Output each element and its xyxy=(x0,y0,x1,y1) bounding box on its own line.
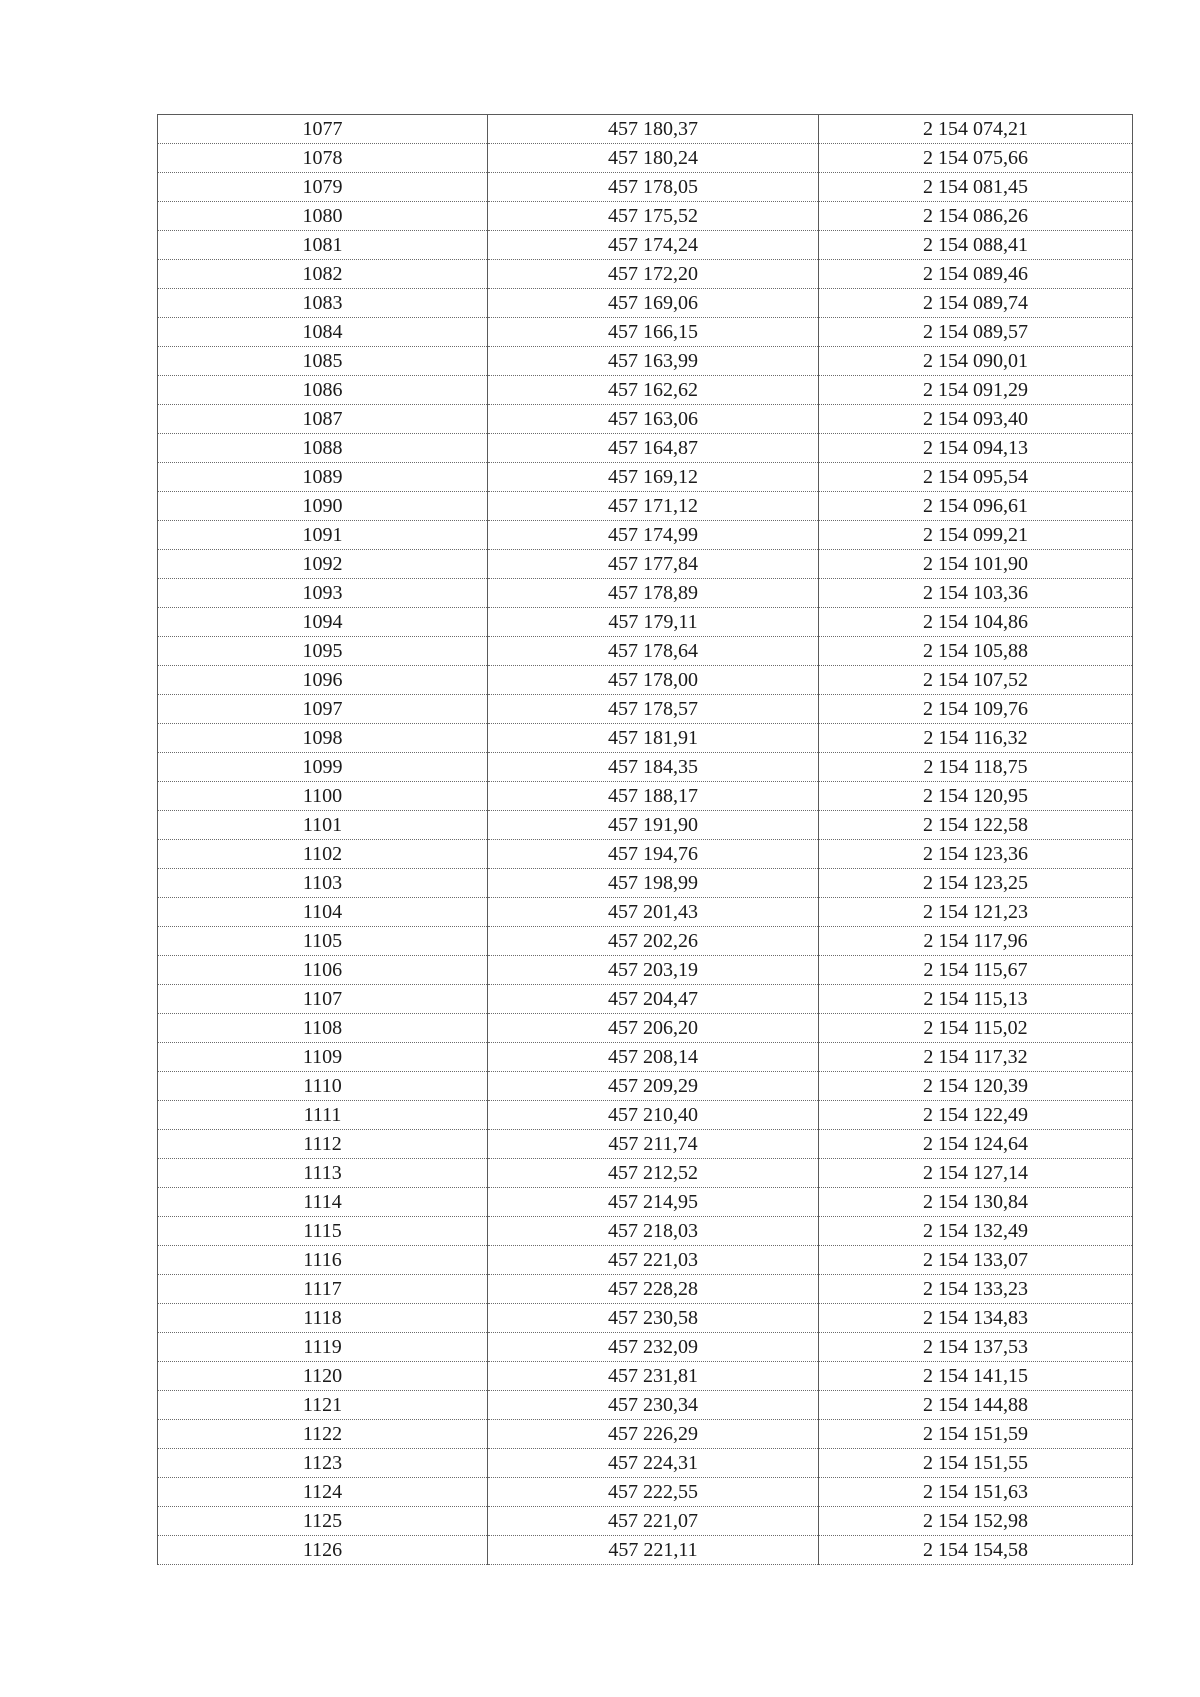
point-number-cell: 1123 xyxy=(158,1449,488,1478)
point-number-cell: 1122 xyxy=(158,1420,488,1449)
y-coordinate-cell: 2 154 115,13 xyxy=(819,985,1133,1014)
table-row xyxy=(158,144,1133,173)
x-coordinate-cell: 457 178,89 xyxy=(488,579,819,608)
y-coordinate-cell: 2 154 120,39 xyxy=(819,1072,1133,1101)
x-coordinate-cell: 457 181,91 xyxy=(488,724,819,753)
table-row xyxy=(158,1507,1133,1536)
x-coordinate-cell: 457 202,26 xyxy=(488,927,819,956)
y-coordinate-cell: 2 154 134,83 xyxy=(819,1304,1133,1333)
x-coordinate-cell: 457 230,34 xyxy=(488,1391,819,1420)
point-number-cell: 1120 xyxy=(158,1362,488,1391)
y-coordinate-cell: 2 154 081,45 xyxy=(819,173,1133,202)
coordinates-table xyxy=(157,114,1133,1565)
x-coordinate-cell: 457 201,43 xyxy=(488,898,819,927)
table-row xyxy=(158,869,1133,898)
y-coordinate-cell: 2 154 089,57 xyxy=(819,318,1133,347)
y-coordinate-cell: 2 154 124,64 xyxy=(819,1130,1133,1159)
table-row xyxy=(158,550,1133,579)
x-coordinate-cell: 457 221,07 xyxy=(488,1507,819,1536)
point-number-cell: 1108 xyxy=(158,1014,488,1043)
point-number-cell: 1080 xyxy=(158,202,488,231)
y-coordinate-cell: 2 154 133,23 xyxy=(819,1275,1133,1304)
point-number-cell: 1110 xyxy=(158,1072,488,1101)
x-coordinate-cell: 457 228,28 xyxy=(488,1275,819,1304)
y-coordinate-cell: 2 154 117,96 xyxy=(819,927,1133,956)
table-row xyxy=(158,1275,1133,1304)
point-number-cell: 1106 xyxy=(158,956,488,985)
y-coordinate-cell: 2 154 091,29 xyxy=(819,376,1133,405)
x-coordinate-cell: 457 164,87 xyxy=(488,434,819,463)
point-number-cell: 1105 xyxy=(158,927,488,956)
table-row xyxy=(158,463,1133,492)
y-coordinate-cell: 2 154 107,52 xyxy=(819,666,1133,695)
point-number-cell: 1118 xyxy=(158,1304,488,1333)
point-number-cell: 1114 xyxy=(158,1188,488,1217)
x-coordinate-cell: 457 214,95 xyxy=(488,1188,819,1217)
table-row xyxy=(158,1217,1133,1246)
table-row xyxy=(158,405,1133,434)
point-number-cell: 1111 xyxy=(158,1101,488,1130)
table-row xyxy=(158,289,1133,318)
x-coordinate-cell: 457 184,35 xyxy=(488,753,819,782)
y-coordinate-cell: 2 154 116,32 xyxy=(819,724,1133,753)
x-coordinate-cell: 457 172,20 xyxy=(488,260,819,289)
point-number-cell: 1121 xyxy=(158,1391,488,1420)
point-number-cell: 1104 xyxy=(158,898,488,927)
point-number-cell: 1119 xyxy=(158,1333,488,1362)
x-coordinate-cell: 457 169,12 xyxy=(488,463,819,492)
y-coordinate-cell: 2 154 123,25 xyxy=(819,869,1133,898)
y-coordinate-cell: 2 154 127,14 xyxy=(819,1159,1133,1188)
y-coordinate-cell: 2 154 141,15 xyxy=(819,1362,1133,1391)
y-coordinate-cell: 2 154 103,36 xyxy=(819,579,1133,608)
y-coordinate-cell: 2 154 086,26 xyxy=(819,202,1133,231)
point-number-cell: 1109 xyxy=(158,1043,488,1072)
point-number-cell: 1100 xyxy=(158,782,488,811)
y-coordinate-cell: 2 154 122,49 xyxy=(819,1101,1133,1130)
point-number-cell: 1117 xyxy=(158,1275,488,1304)
point-number-cell: 1124 xyxy=(158,1478,488,1507)
table-row xyxy=(158,1014,1133,1043)
point-number-cell: 1126 xyxy=(158,1536,488,1565)
y-coordinate-cell: 2 154 123,36 xyxy=(819,840,1133,869)
table-row xyxy=(158,376,1133,405)
table-row xyxy=(158,492,1133,521)
table-row xyxy=(158,173,1133,202)
point-number-cell: 1081 xyxy=(158,231,488,260)
x-coordinate-cell: 457 166,15 xyxy=(488,318,819,347)
x-coordinate-cell: 457 178,57 xyxy=(488,695,819,724)
x-coordinate-cell: 457 218,03 xyxy=(488,1217,819,1246)
table-row xyxy=(158,521,1133,550)
y-coordinate-cell: 2 154 151,63 xyxy=(819,1478,1133,1507)
table-row xyxy=(158,695,1133,724)
point-number-cell: 1077 xyxy=(158,115,488,144)
coordinates-table-body xyxy=(158,115,1133,1565)
table-row xyxy=(158,927,1133,956)
table-row xyxy=(158,1246,1133,1275)
table-row xyxy=(158,1159,1133,1188)
y-coordinate-cell: 2 154 120,95 xyxy=(819,782,1133,811)
x-coordinate-cell: 457 208,14 xyxy=(488,1043,819,1072)
table-row xyxy=(158,579,1133,608)
y-coordinate-cell: 2 154 089,46 xyxy=(819,260,1133,289)
y-coordinate-cell: 2 154 118,75 xyxy=(819,753,1133,782)
x-coordinate-cell: 457 174,24 xyxy=(488,231,819,260)
x-coordinate-cell: 457 211,74 xyxy=(488,1130,819,1159)
y-coordinate-cell: 2 154 109,76 xyxy=(819,695,1133,724)
table-row xyxy=(158,753,1133,782)
point-number-cell: 1090 xyxy=(158,492,488,521)
point-number-cell: 1085 xyxy=(158,347,488,376)
table-row xyxy=(158,1304,1133,1333)
x-coordinate-cell: 457 178,00 xyxy=(488,666,819,695)
y-coordinate-cell: 2 154 094,13 xyxy=(819,434,1133,463)
point-number-cell: 1078 xyxy=(158,144,488,173)
x-coordinate-cell: 457 179,11 xyxy=(488,608,819,637)
table-row xyxy=(158,666,1133,695)
table-row xyxy=(158,1130,1133,1159)
y-coordinate-cell: 2 154 075,66 xyxy=(819,144,1133,173)
x-coordinate-cell: 457 180,24 xyxy=(488,144,819,173)
y-coordinate-cell: 2 154 090,01 xyxy=(819,347,1133,376)
table-row xyxy=(158,1043,1133,1072)
point-number-cell: 1094 xyxy=(158,608,488,637)
x-coordinate-cell: 457 232,09 xyxy=(488,1333,819,1362)
point-number-cell: 1092 xyxy=(158,550,488,579)
x-coordinate-cell: 457 204,47 xyxy=(488,985,819,1014)
x-coordinate-cell: 457 206,20 xyxy=(488,1014,819,1043)
table-row xyxy=(158,811,1133,840)
point-number-cell: 1087 xyxy=(158,405,488,434)
x-coordinate-cell: 457 210,40 xyxy=(488,1101,819,1130)
y-coordinate-cell: 2 154 096,61 xyxy=(819,492,1133,521)
y-coordinate-cell: 2 154 151,59 xyxy=(819,1420,1133,1449)
table-row xyxy=(158,724,1133,753)
y-coordinate-cell: 2 154 117,32 xyxy=(819,1043,1133,1072)
point-number-cell: 1115 xyxy=(158,1217,488,1246)
y-coordinate-cell: 2 154 144,88 xyxy=(819,1391,1133,1420)
y-coordinate-cell: 2 154 074,21 xyxy=(819,115,1133,144)
point-number-cell: 1101 xyxy=(158,811,488,840)
x-coordinate-cell: 457 169,06 xyxy=(488,289,819,318)
x-coordinate-cell: 457 198,99 xyxy=(488,869,819,898)
y-coordinate-cell: 2 154 093,40 xyxy=(819,405,1133,434)
y-coordinate-cell: 2 154 105,88 xyxy=(819,637,1133,666)
table-row xyxy=(158,202,1133,231)
point-number-cell: 1084 xyxy=(158,318,488,347)
point-number-cell: 1095 xyxy=(158,637,488,666)
point-number-cell: 1103 xyxy=(158,869,488,898)
y-coordinate-cell: 2 154 115,02 xyxy=(819,1014,1133,1043)
point-number-cell: 1083 xyxy=(158,289,488,318)
y-coordinate-cell: 2 154 133,07 xyxy=(819,1246,1133,1275)
table-row xyxy=(158,318,1133,347)
table-row xyxy=(158,115,1133,144)
point-number-cell: 1089 xyxy=(158,463,488,492)
point-number-cell: 1113 xyxy=(158,1159,488,1188)
y-coordinate-cell: 2 154 088,41 xyxy=(819,231,1133,260)
x-coordinate-cell: 457 162,62 xyxy=(488,376,819,405)
point-number-cell: 1116 xyxy=(158,1246,488,1275)
y-coordinate-cell: 2 154 099,21 xyxy=(819,521,1133,550)
y-coordinate-cell: 2 154 130,84 xyxy=(819,1188,1133,1217)
table-row xyxy=(158,985,1133,1014)
table-row xyxy=(158,608,1133,637)
table-row xyxy=(158,1333,1133,1362)
point-number-cell: 1099 xyxy=(158,753,488,782)
x-coordinate-cell: 457 221,11 xyxy=(488,1536,819,1565)
x-coordinate-cell: 457 175,52 xyxy=(488,202,819,231)
point-number-cell: 1093 xyxy=(158,579,488,608)
x-coordinate-cell: 457 163,06 xyxy=(488,405,819,434)
x-coordinate-cell: 457 212,52 xyxy=(488,1159,819,1188)
y-coordinate-cell: 2 154 137,53 xyxy=(819,1333,1133,1362)
y-coordinate-cell: 2 154 121,23 xyxy=(819,898,1133,927)
x-coordinate-cell: 457 188,17 xyxy=(488,782,819,811)
x-coordinate-cell: 457 163,99 xyxy=(488,347,819,376)
x-coordinate-cell: 457 230,58 xyxy=(488,1304,819,1333)
x-coordinate-cell: 457 231,81 xyxy=(488,1362,819,1391)
x-coordinate-cell: 457 209,29 xyxy=(488,1072,819,1101)
table-row xyxy=(158,1420,1133,1449)
table-row xyxy=(158,260,1133,289)
table-row xyxy=(158,1391,1133,1420)
table-row xyxy=(158,637,1133,666)
table-row xyxy=(158,1449,1133,1478)
point-number-cell: 1107 xyxy=(158,985,488,1014)
x-coordinate-cell: 457 203,19 xyxy=(488,956,819,985)
x-coordinate-cell: 457 191,90 xyxy=(488,811,819,840)
y-coordinate-cell: 2 154 122,58 xyxy=(819,811,1133,840)
table-row xyxy=(158,1072,1133,1101)
table-row xyxy=(158,1536,1133,1565)
point-number-cell: 1082 xyxy=(158,260,488,289)
y-coordinate-cell: 2 154 095,54 xyxy=(819,463,1133,492)
y-coordinate-cell: 2 154 132,49 xyxy=(819,1217,1133,1246)
table-row xyxy=(158,1478,1133,1507)
x-coordinate-cell: 457 221,03 xyxy=(488,1246,819,1275)
table-row xyxy=(158,1101,1133,1130)
point-number-cell: 1097 xyxy=(158,695,488,724)
y-coordinate-cell: 2 154 151,55 xyxy=(819,1449,1133,1478)
point-number-cell: 1088 xyxy=(158,434,488,463)
table-row xyxy=(158,231,1133,260)
x-coordinate-cell: 457 194,76 xyxy=(488,840,819,869)
table-row xyxy=(158,840,1133,869)
table-row xyxy=(158,434,1133,463)
x-coordinate-cell: 457 222,55 xyxy=(488,1478,819,1507)
y-coordinate-cell: 2 154 104,86 xyxy=(819,608,1133,637)
table-row xyxy=(158,782,1133,811)
point-number-cell: 1086 xyxy=(158,376,488,405)
point-number-cell: 1091 xyxy=(158,521,488,550)
point-number-cell: 1125 xyxy=(158,1507,488,1536)
y-coordinate-cell: 2 154 152,98 xyxy=(819,1507,1133,1536)
table-row xyxy=(158,1362,1133,1391)
y-coordinate-cell: 2 154 154,58 xyxy=(819,1536,1133,1565)
x-coordinate-cell: 457 180,37 xyxy=(488,115,819,144)
y-coordinate-cell: 2 154 101,90 xyxy=(819,550,1133,579)
table-row xyxy=(158,956,1133,985)
table-row xyxy=(158,898,1133,927)
point-number-cell: 1098 xyxy=(158,724,488,753)
x-coordinate-cell: 457 174,99 xyxy=(488,521,819,550)
x-coordinate-cell: 457 178,05 xyxy=(488,173,819,202)
table-row xyxy=(158,347,1133,376)
point-number-cell: 1112 xyxy=(158,1130,488,1159)
x-coordinate-cell: 457 177,84 xyxy=(488,550,819,579)
point-number-cell: 1079 xyxy=(158,173,488,202)
x-coordinate-cell: 457 178,64 xyxy=(488,637,819,666)
x-coordinate-cell: 457 226,29 xyxy=(488,1420,819,1449)
x-coordinate-cell: 457 171,12 xyxy=(488,492,819,521)
x-coordinate-cell: 457 224,31 xyxy=(488,1449,819,1478)
y-coordinate-cell: 2 154 115,67 xyxy=(819,956,1133,985)
point-number-cell: 1096 xyxy=(158,666,488,695)
table-row xyxy=(158,1188,1133,1217)
point-number-cell: 1102 xyxy=(158,840,488,869)
y-coordinate-cell: 2 154 089,74 xyxy=(819,289,1133,318)
